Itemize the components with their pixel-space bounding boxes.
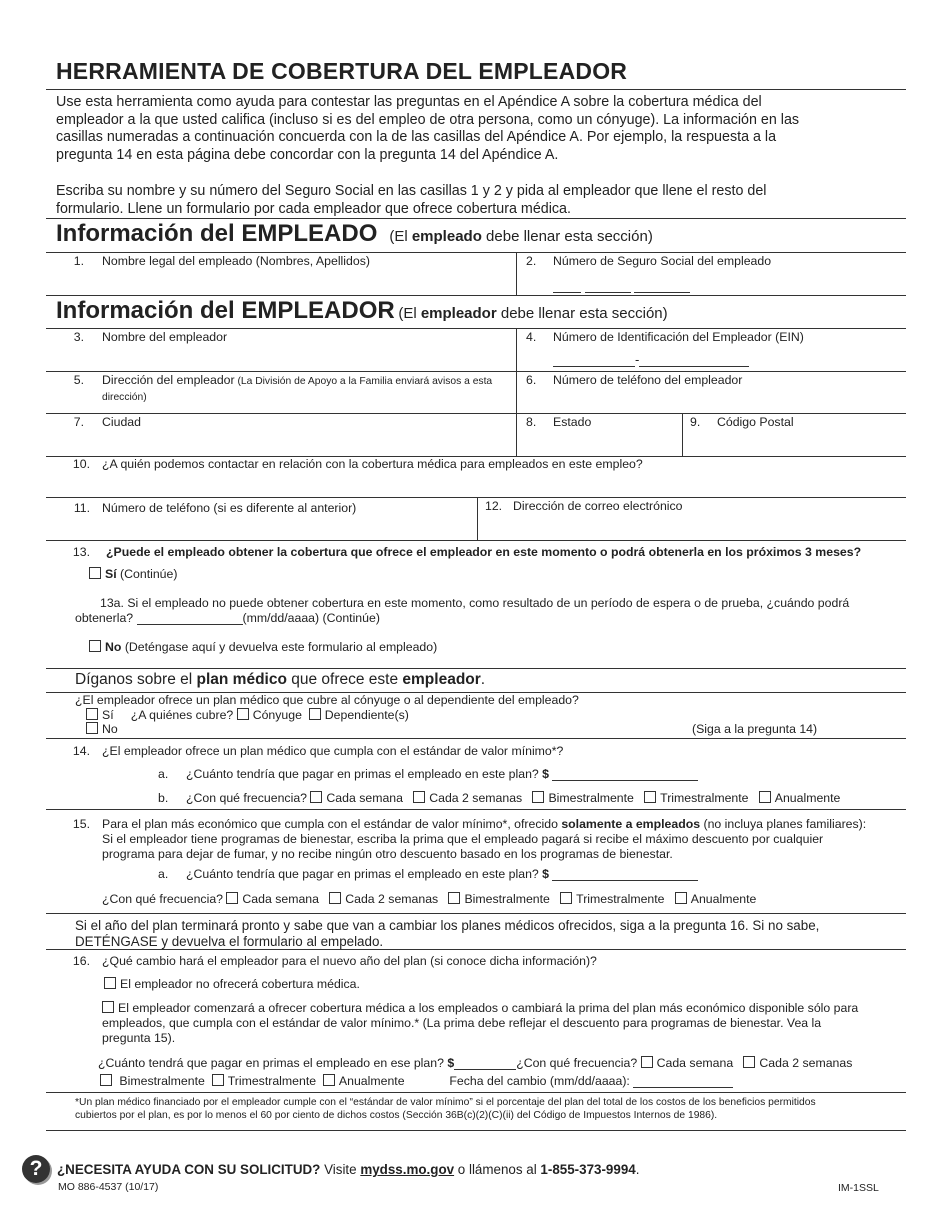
dependents-option[interactable]: Dependiente(s) xyxy=(309,708,409,722)
q16-premium-input[interactable] xyxy=(454,1069,516,1070)
alt-phone-field[interactable]: Número de teléfono (si es diferente al anterior) xyxy=(102,501,357,515)
divider xyxy=(477,497,478,540)
phone-number[interactable]: 1-855-373-9994 xyxy=(540,1162,636,1177)
freq-biweekly[interactable]: Cada 2 semanas xyxy=(413,791,522,805)
freq-bimonthly[interactable]: Bimestralmente xyxy=(532,791,633,805)
spouse-option[interactable]: Cónyuge xyxy=(237,708,302,722)
form-number: MO 886-4537 (10/17) xyxy=(58,1181,159,1193)
intro-paragraph-1: Use esta herramienta como ayuda para contestar las preguntas en el Apéndice A sobre la cobertura médica del empleador a la que usted califica (incluso si es del empleo de otra persona, como un cónyuge). La información en las casillas numeradas a continuación concuerda con la de las casillas del Apéndice A. Por ejemplo, la respuesta a la pregunta 14 en esta página debe concordar con la pregunta 14 del Apéndice A. xyxy=(56,94,800,163)
q15-frequency: ¿Con qué frecuencia? Cada semana Cada 2 semanas Bimestralmente Trimestralmente Anualmente xyxy=(102,892,757,906)
q14-question: ¿El empleador ofrece un plan médico que cumpla con el estándar de valor mínimo*? xyxy=(102,744,564,758)
q15a-letter: a. xyxy=(158,867,169,881)
divider xyxy=(46,295,906,296)
ssn-blanks[interactable] xyxy=(553,278,690,293)
divider xyxy=(682,413,683,456)
divider xyxy=(46,913,906,914)
freq-quarterly[interactable]: Trimestralmente xyxy=(212,1074,316,1088)
city-field[interactable]: Ciudad xyxy=(102,415,141,429)
freq-annually[interactable]: Anualmente xyxy=(759,791,841,805)
divider xyxy=(46,949,906,950)
field-number: 1. xyxy=(73,254,84,268)
divider xyxy=(46,328,906,329)
goto-14-note: (Siga a la pregunta 14) xyxy=(692,722,818,736)
divider xyxy=(46,89,906,90)
plan-yes-option[interactable]: Sí xyxy=(86,708,114,722)
field-number: 13. xyxy=(72,545,90,559)
divider xyxy=(46,1130,906,1131)
ssn-field[interactable]: Número de Seguro Social del empleado xyxy=(553,254,772,268)
field-number: 14. xyxy=(72,744,90,758)
freq-weekly[interactable]: Cada semana xyxy=(226,892,319,906)
freq-annually[interactable]: Anualmente xyxy=(323,1074,405,1088)
plan-change-notice: Si el año del plan terminará pronto y sabe que van a cambiar los planes médicos ofrecidos, siga a la pregunta 16. Si no sabe, DETÉNGASE y devuelva el formulario al empelado. xyxy=(75,918,820,949)
employer-name-field[interactable]: Nombre del empleador xyxy=(102,330,228,344)
q15-question: Para el plan más económico que cumpla con el estándar de valor mínimo*, ofrecido solamente a empleados (no incluya planes familiares): Si el empleador tiene programas de bienestar, escriba la prima que el empleado pagará si recibe el máximo descuento por cualquier programa para dejar de fumar, y no recibe ningún otro descuento basado en los programas de bienestar. xyxy=(102,817,867,861)
q13-question: ¿Puede el empleado obtener la cobertura que ofrece el empleador en este momento o podrá obtenerla en los próximos 3 meses? xyxy=(106,545,862,559)
field-number: 16. xyxy=(72,954,90,968)
q16-question: ¿Qué cambio hará el empleador para el nuevo año del plan (si conoce dicha información)? xyxy=(102,954,597,968)
q16-change-option[interactable]: El empleador comenzará a ofrecer cobertura médica a los empleados o cambiará la prima del plan más económico disponible sólo para empleados, que cumpla con el estándar de valor mínimo.* (La prima debe reflejar el descuento para programas de bienestar. Vea la pregunta 15). xyxy=(102,1001,859,1045)
field-number: 8. xyxy=(526,415,537,429)
contact-person-field[interactable]: ¿A quién podemos contactar en relación con la cobertura médica para empleados en este empleo? xyxy=(102,457,643,471)
employer-phone-field[interactable]: Número de teléfono del empleador xyxy=(553,373,743,387)
divider xyxy=(46,218,906,219)
page-title: HERRAMIENTA DE COBERTURA DEL EMPLEADOR xyxy=(56,58,628,84)
q14b-frequency: ¿Con qué frecuencia? Cada semana Cada 2 semanas Bimestralmente Trimestralmente Anualmente xyxy=(186,791,841,805)
state-field[interactable]: Estado xyxy=(553,415,592,429)
spouse-coverage-question: ¿El empleador ofrece un plan médico que cubre al cónyuge o al dependiente del empleado? xyxy=(75,693,579,707)
form-code: IM-1SSL xyxy=(838,1182,879,1194)
intro-paragraph-2: Escriba su nombre y su número del Seguro Social en las casillas 1 y 2 y pida al empleador que llene el resto del formulario. Llene un formulario por cada empleador que ofrece cobertura médica. xyxy=(56,183,767,217)
freq-weekly[interactable]: Cada semana xyxy=(641,1056,734,1070)
divider xyxy=(46,668,906,669)
q15a-premium: ¿Cuánto tendría que pagar en primas el empleado en este plan? $ xyxy=(186,867,698,881)
website-link[interactable]: mydss.mo.gov xyxy=(360,1162,455,1177)
q14a-premium-input[interactable] xyxy=(552,780,698,781)
footnote: *Un plan médico financiado por el empleador cumple con el “estándar de valor mínimo” si el porcentaje del plan del total de los costos de los beneficios permitidos cubiertos por el plan, es por lo menos el 60 por ciento de dichos costos (Sección 36B(c)(2)(C)(ii) del Código de Impuestos Internos de 1986). xyxy=(75,1097,816,1121)
freq-annually[interactable]: Anualmente xyxy=(675,892,757,906)
help-icon: ? xyxy=(22,1155,50,1183)
q13-no-option[interactable]: No (Deténgase aquí y devuelva este formulario al empleado) xyxy=(89,640,437,654)
field-number: 10. xyxy=(72,457,90,471)
field-number: 4. xyxy=(526,330,537,344)
divider xyxy=(46,497,906,498)
divider xyxy=(46,1092,906,1093)
freq-quarterly[interactable]: Trimestralmente xyxy=(644,791,748,805)
field-number: 7. xyxy=(73,415,84,429)
freq-bimonthly[interactable]: Bimestralmente xyxy=(100,1074,205,1088)
checkbox[interactable] xyxy=(89,567,101,579)
help-banner: ¿NECESITA AYUDA CON SU SOLICITUD? Visite mydss.mo.gov o llámenos al 1-855-373-9994. xyxy=(57,1162,640,1177)
freq-biweekly[interactable]: Cada 2 semanas xyxy=(329,892,438,906)
freq-quarterly[interactable]: Trimestralmente xyxy=(560,892,664,906)
field-number: 11. xyxy=(73,501,90,515)
q13a-question: 13a. Si el empleado no puede obtener cobertura en este momento, como resultado de un período de espera o de prueba, ¿cuándo podrá obtenerla? (mm/dd/aaaa) (Continúe) xyxy=(75,596,850,625)
divider xyxy=(46,413,906,414)
q14b-letter: b. xyxy=(158,791,169,805)
checkbox[interactable] xyxy=(89,640,101,652)
divider xyxy=(46,738,906,739)
employer-address-field[interactable]: Dirección del empleador (La División de Apoyo a la Familia enviará avisos a esta dirección) xyxy=(102,373,493,403)
field-number: 3. xyxy=(73,330,84,344)
freq-biweekly[interactable]: Cada 2 semanas xyxy=(743,1056,852,1070)
q15a-premium-input[interactable] xyxy=(552,880,698,881)
divider xyxy=(516,328,517,456)
zip-field[interactable]: Código Postal xyxy=(717,415,794,429)
q13-yes-option[interactable]: Sí (Continúe) xyxy=(89,567,177,581)
field-number: 2. xyxy=(526,254,537,268)
divider xyxy=(46,371,906,372)
q16-premium-frequency: ¿Cuánto tendrá que pagar en primas el empleado en ese plan? $ ¿Con qué frecuencia? Cada semana Cada 2 semanas xyxy=(98,1056,853,1070)
q14a-letter: a. xyxy=(158,767,169,781)
q16-no-coverage-option[interactable]: El empleador no ofrecerá cobertura médica. xyxy=(104,977,360,991)
divider xyxy=(46,809,906,810)
employee-name-field[interactable]: Nombre legal del empleado (Nombres, Apellidos) xyxy=(102,254,370,268)
divider xyxy=(46,540,906,541)
q13a-date-input[interactable] xyxy=(137,624,243,625)
spouse-coverage-options: Sí ¿A quiénes cubre? Cónyuge Dependiente(s) xyxy=(86,708,409,722)
employee-section-heading: Información del EMPLEADO (El empleado debe llenar esta sección) xyxy=(56,220,653,247)
change-date-input[interactable] xyxy=(633,1087,733,1088)
email-field[interactable]: Dirección de correo electrónico xyxy=(513,499,683,513)
field-number: 15. xyxy=(72,817,90,831)
divider xyxy=(516,252,517,295)
field-number: 12. xyxy=(485,499,503,513)
ein-field[interactable]: Número de Identificación del Empleador (EIN) xyxy=(553,330,804,344)
employer-section-heading: Información del EMPLEADOR (El empleador debe llenar esta sección) xyxy=(56,297,668,324)
field-number: 9. xyxy=(690,415,701,429)
q16-frequency-2: Bimestralmente Trimestralmente Anualmente Fecha del cambio (mm/dd/aaaa): xyxy=(100,1074,733,1088)
plan-no-option[interactable]: No xyxy=(86,722,118,736)
divider xyxy=(46,252,906,253)
freq-weekly[interactable]: Cada semana xyxy=(310,791,403,805)
field-number: 5. xyxy=(73,373,84,387)
ein-blanks[interactable]: - xyxy=(553,352,749,367)
freq-bimonthly[interactable]: Bimestralmente xyxy=(448,892,549,906)
q14a-premium: ¿Cuánto tendría que pagar en primas el empleado en este plan? $ xyxy=(186,767,698,781)
plan-section-heading: Díganos sobre el plan médico que ofrece este empleador. xyxy=(75,671,486,688)
field-number: 6. xyxy=(526,373,537,387)
